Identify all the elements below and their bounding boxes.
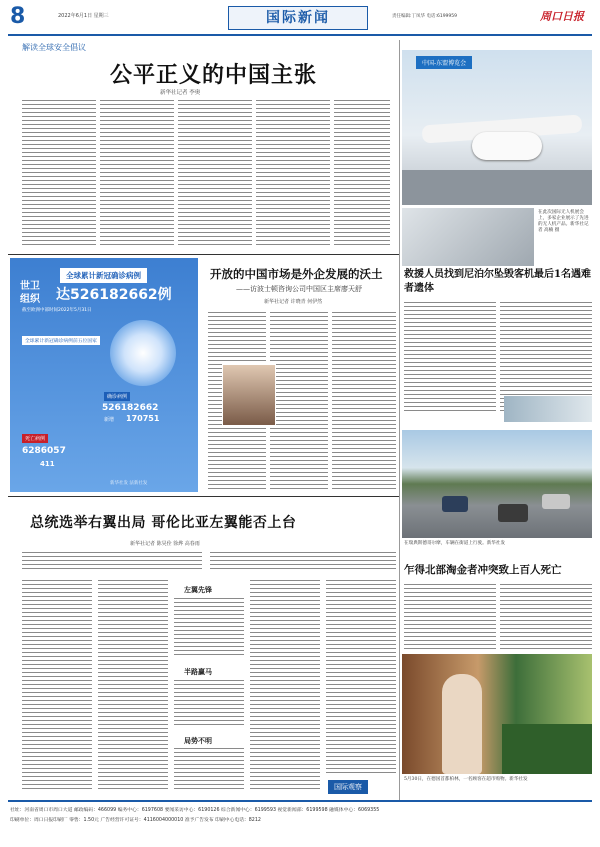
article2-title: 开放的中国市场是外企发展的沃土 xyxy=(210,267,383,281)
article1-text-col2 xyxy=(100,100,174,246)
covid-new-confirmed: 170751 xyxy=(126,414,160,423)
covid-infographic xyxy=(10,258,198,492)
photo2-caption: 在瑞典斯德哥尔摩，车辆在街道上行驶。新华社发 xyxy=(404,541,506,546)
article2-photo xyxy=(222,364,276,426)
article4-sub2: 半路赢马 xyxy=(184,667,212,676)
section-title: 国际新闻 xyxy=(266,10,330,26)
page-number: 8 xyxy=(10,4,26,29)
street-car xyxy=(542,494,570,509)
street-photo xyxy=(402,430,592,538)
article2-byline: 新华社记者 许晓青 何伊然 xyxy=(264,299,323,305)
article4-sub3: 局势不明 xyxy=(184,736,212,745)
article1-title: 公平正义的中国主张 xyxy=(110,62,318,88)
editor-info: 责任编辑:丁凤华 电话:6199959 xyxy=(392,14,458,19)
newspaper-logo: 周口日报 xyxy=(540,10,584,23)
article2-text-col3 xyxy=(332,312,396,490)
covid-new-deaths: 411 xyxy=(40,460,55,468)
article4-col1 xyxy=(22,580,92,792)
covid-deaths: 6286057 xyxy=(22,446,66,456)
street-car xyxy=(442,496,468,512)
covid-confirmed-label: 确诊病例 xyxy=(104,392,130,401)
display-stand xyxy=(402,170,592,205)
article4-col3c xyxy=(174,748,244,792)
article4-col5 xyxy=(326,580,396,776)
drone-body xyxy=(472,132,542,160)
covid-confirmed: 526182662 xyxy=(102,403,159,413)
footer-line1: 社址：河南省周口市周口大道 邮政编码：466099 编务中心：6197608 要闻采访中心：6190126 综合新闻中心：6199593 视觉新闻部：6199598 融媒体中心：6069355 xyxy=(10,808,380,813)
article1-text-col3 xyxy=(178,100,252,246)
article1-text-col4 xyxy=(256,100,330,246)
article1-text-col5 xyxy=(334,100,390,246)
produce-crates xyxy=(502,724,592,774)
covid-top-countries: 全球累计新冠确诊病例前五位国家 xyxy=(22,336,100,345)
article2-text-col2 xyxy=(270,312,328,490)
shopper-figure xyxy=(442,674,482,774)
article1-byline: 新华社记者 李奥 xyxy=(160,90,201,96)
supermarket-photo xyxy=(402,654,592,774)
article3-title: 救援人员找到尼泊尔坠毁客机最后1名遇难者遗体 xyxy=(404,269,591,294)
article4-col4 xyxy=(250,580,320,792)
article5-text-col1 xyxy=(404,584,496,650)
footer-rule xyxy=(8,800,592,802)
covid-deaths-label: 死亡病例 xyxy=(22,434,48,443)
covid-source: 新华社发 法新社发 xyxy=(110,481,148,486)
article4-sub1: 左翼先锋 xyxy=(184,585,212,594)
covid-total: 达526182662例 xyxy=(56,287,172,303)
issue-date: 2022年6月1日 星期三 xyxy=(58,13,109,19)
header-rule xyxy=(8,34,592,36)
nepal-photo xyxy=(504,396,592,422)
article4-lead-right xyxy=(210,552,396,572)
covid-date-note: 截至欧洲中部时间2022年5月31日 xyxy=(22,308,92,313)
article3-text-col1 xyxy=(404,302,496,414)
covid-who-label: 世卫组织 xyxy=(20,281,40,305)
article5-text-col2 xyxy=(500,584,592,650)
article4-tag: 国际观察 xyxy=(328,780,368,794)
article1-text-col1 xyxy=(22,100,96,246)
photo1-caption: 在此次国际无人机展会上，多家企业展示了先进的无人机产品。新华社记者 高楠 摄 xyxy=(538,210,589,233)
article4-lead-left xyxy=(22,552,202,572)
vertical-rule xyxy=(399,40,400,800)
robot-arm-photo xyxy=(402,208,534,266)
article4-col2 xyxy=(98,580,168,792)
covid-new-label: 新增 xyxy=(104,417,115,423)
article4-col3 xyxy=(174,598,244,658)
photo-banner: 中国-东盟博览会 xyxy=(416,56,472,69)
rule-1 xyxy=(8,254,400,255)
street-car xyxy=(498,504,528,522)
article4-byline: 新华社记者 陈昊佺 徐烨 高春雨 xyxy=(130,541,200,547)
section-banner xyxy=(228,6,368,30)
virus-icon xyxy=(110,320,176,386)
covid-title: 全球累计新冠确诊病例 xyxy=(60,268,147,283)
photo3-caption: 5月30日，在德国首都柏林，一名顾客在超市购物。新华社发 xyxy=(404,777,528,782)
article2-subtitle: ——访波士顿咨询公司中国区主席廖天舒 xyxy=(236,285,362,293)
article4-title: 总统选举右翼出局 哥伦比亚左翼能否上台 xyxy=(30,515,297,531)
article5-title: 乍得北部淘金者冲突致上百人死亡 xyxy=(404,564,562,576)
drone-photo xyxy=(402,50,592,205)
footer-line2: 印刷单位：周口日报印刷厂 零售：1.50元 广告经营许可证号：4116004000010 准予广告发布 印刷中心电话：8212 xyxy=(10,818,261,823)
article1-kicker: 解读全球安全倡议 xyxy=(22,43,86,52)
article4-col3b xyxy=(174,680,244,726)
rule-2 xyxy=(8,496,400,497)
